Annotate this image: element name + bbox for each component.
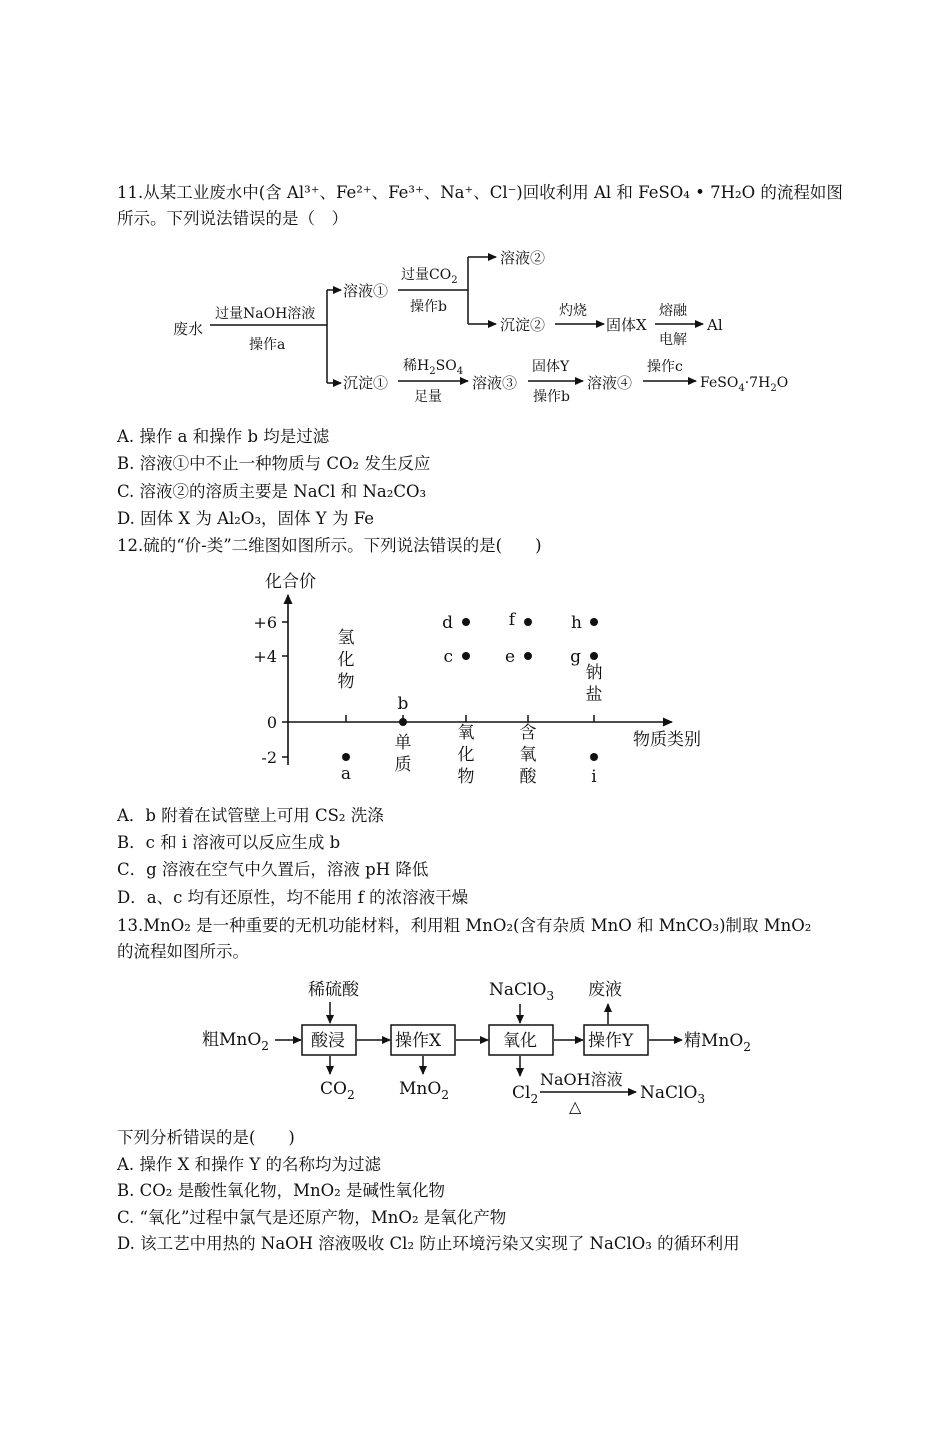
point-label-h: h [571,613,582,633]
point-d [462,618,470,626]
point-label-f: f [508,610,515,630]
y-tick-label: +4 [253,647,277,666]
point-label-a: a [340,764,352,784]
q12-option-d: D．a、c 均有还原性，均不能用 f 的浓溶液干燥 [117,888,469,907]
point-h [590,618,598,626]
q13-op-x: 操作X [395,1031,442,1051]
point-i [590,753,598,761]
category-label-char: 氧 [519,745,537,765]
category-label-char: 氢 [337,628,355,648]
q13-crude: 粗MnO$_2$ [202,1030,270,1053]
q13-op-y: 操作Y [588,1031,634,1051]
category-label-char: 化 [457,745,475,765]
q11-enough: 足量 [414,389,442,405]
q11-op-a: 操作a [249,337,286,353]
q11-sol2: 溶液② [500,249,546,267]
q12-option-b: B．c 和 i 溶液可以反应生成 b [117,833,341,852]
q13-acid: 稀硫酸 [308,980,359,1000]
point-label-b: b [397,694,409,714]
point-label-c: c [443,647,453,667]
q11-flowchart [0,240,950,410]
category-label-char: 钠 [585,663,603,683]
q12-y-title: 化合价 [265,572,316,592]
q11-solid-y: 固体Y [532,359,570,375]
q13-mno2: MnO$_2$ [399,1079,450,1102]
category-label-char: 化 [337,650,355,670]
point-label-e: e [504,647,515,667]
q11-burn: 灼烧 [559,303,587,319]
point-g [590,652,598,660]
q11-sol4: 溶液④ [587,374,633,392]
q13-co2: $CO_2$ [320,1079,355,1102]
q11-option-a: A. 操作 a 和操作 b 均是过滤 [117,427,330,446]
q13-option-a: A. 操作 X 和操作 Y 的名称均为过滤 [117,1155,382,1174]
q13-pure: 精MnO$_2$ [684,1031,752,1054]
q11-al: Al [707,316,723,334]
q11-option-c: C. 溶液②的溶质主要是 NaCl 和 Na₂CO₃ [117,482,427,501]
q12-stem: 12.硫的“价-类”二维图如图所示。下列说法错误的是( ) [117,536,542,555]
point-f [524,618,532,626]
q12-x-title: 物质类别 [633,730,701,750]
category-label-char: 单 [394,733,412,753]
q11-op-c: 操作c [647,359,683,375]
q11-option-b: B. 溶液①中不止一种物质与 CO₂ 发生反应 [117,454,431,473]
point-a [342,753,350,761]
y-tick-label: +6 [253,613,277,632]
q11-co2-label: 过量$CO_2$ [401,267,458,286]
q11-option-d: D. 固体 X 为 Al₂O₃，固体 Y 为 Fe [117,509,374,528]
q13-naclo3-out: NaClO$_3$ [640,1083,706,1106]
q13-naclo3-in: NaClO$_3$ [489,980,555,1003]
category-label-char: 含 [519,723,537,743]
category-label-char: 质 [394,755,412,775]
q11-ppt1: 沉淀① [343,374,389,392]
q11-waste: 废水 [173,320,204,338]
q13-prompt: 下列分析错误的是( ) [117,1128,295,1147]
q13-stem-line2: 的流程如图所示。 [117,942,249,961]
q13-stem-line1: 13.MnO₂ 是一种重要的无机功能材料，利用粗 MnO₂(含有杂质 MnO 和 MnCO₃)制取 MnO₂ [117,916,812,935]
q13-waste: 废液 [588,980,622,1000]
q13-option-d: D. 该工艺中用热的 NaOH 溶液吸收 Cl₂ 防止环境污染又实现了 NaClO₃ 的循环利用 [117,1234,740,1253]
q11-ppt2: 沉淀② [500,316,546,334]
q11-op-b2: 操作b [533,389,570,405]
q11-melt: 熔融 [659,303,687,319]
q11-op-b1: 操作b [410,299,447,315]
q12-option-c: C．g 溶液在空气中久置后，溶液 pH 降低 [117,860,429,879]
point-label-d: d [442,613,453,633]
q11-stem-line2: 所示。下列说法错误的是（ ） [117,209,348,228]
q12-option-a: A．b 附着在试管壁上可用 CS₂ 洗涤 [117,806,384,825]
q13-oxidize: 氧化 [503,1031,537,1051]
category-label-char: 物 [337,672,355,692]
point-label-g: g [570,647,581,667]
q11-h2so4: 稀$H_2SO_4$ [403,358,464,377]
q11-product: $FeSO_4\cdot 7H_2O$ [700,375,789,394]
q13-naoh: NaOH溶液 [540,1070,623,1089]
category-label-char: 盐 [585,685,603,705]
point-e [524,652,532,660]
y-tick-label: 0 [266,713,277,732]
q11-naoh-label: 过量NaOH溶液 [215,306,316,322]
q12-valence-class-chart [0,565,950,795]
category-label-char: 物 [457,767,475,787]
q11-electro: 电解 [659,332,687,348]
category-label-char: 酸 [519,767,537,787]
q11-solid-x: 固体X [606,316,647,334]
q11-stem-line1: 11.从某工业废水中(含 Al³⁺、Fe²⁺、Fe³⁺、Na⁺、Cl⁻)回收利用 Al 和 FeSO₄ • 7H₂O 的流程如图 [117,183,843,202]
q13-heat: △ [569,1097,582,1116]
q13-cl2: $Cl_2$ [512,1083,539,1106]
point-c [462,652,470,660]
q11-sol1: 溶液① [343,282,389,300]
category-label-char: 氧 [457,723,475,743]
q13-flowchart [0,970,950,1120]
q13-option-c: C. “氧化”过程中氯气是还原产物，MnO₂ 是氧化产物 [117,1208,507,1227]
q11-sol3: 溶液③ [472,374,518,392]
point-label-i: i [591,767,597,787]
y-tick-label: -2 [261,748,277,767]
q13-option-b: B. CO₂ 是酸性氧化物，MnO₂ 是碱性氧化物 [117,1181,446,1200]
point-b [399,718,407,726]
q13-leach: 酸浸 [311,1031,345,1051]
